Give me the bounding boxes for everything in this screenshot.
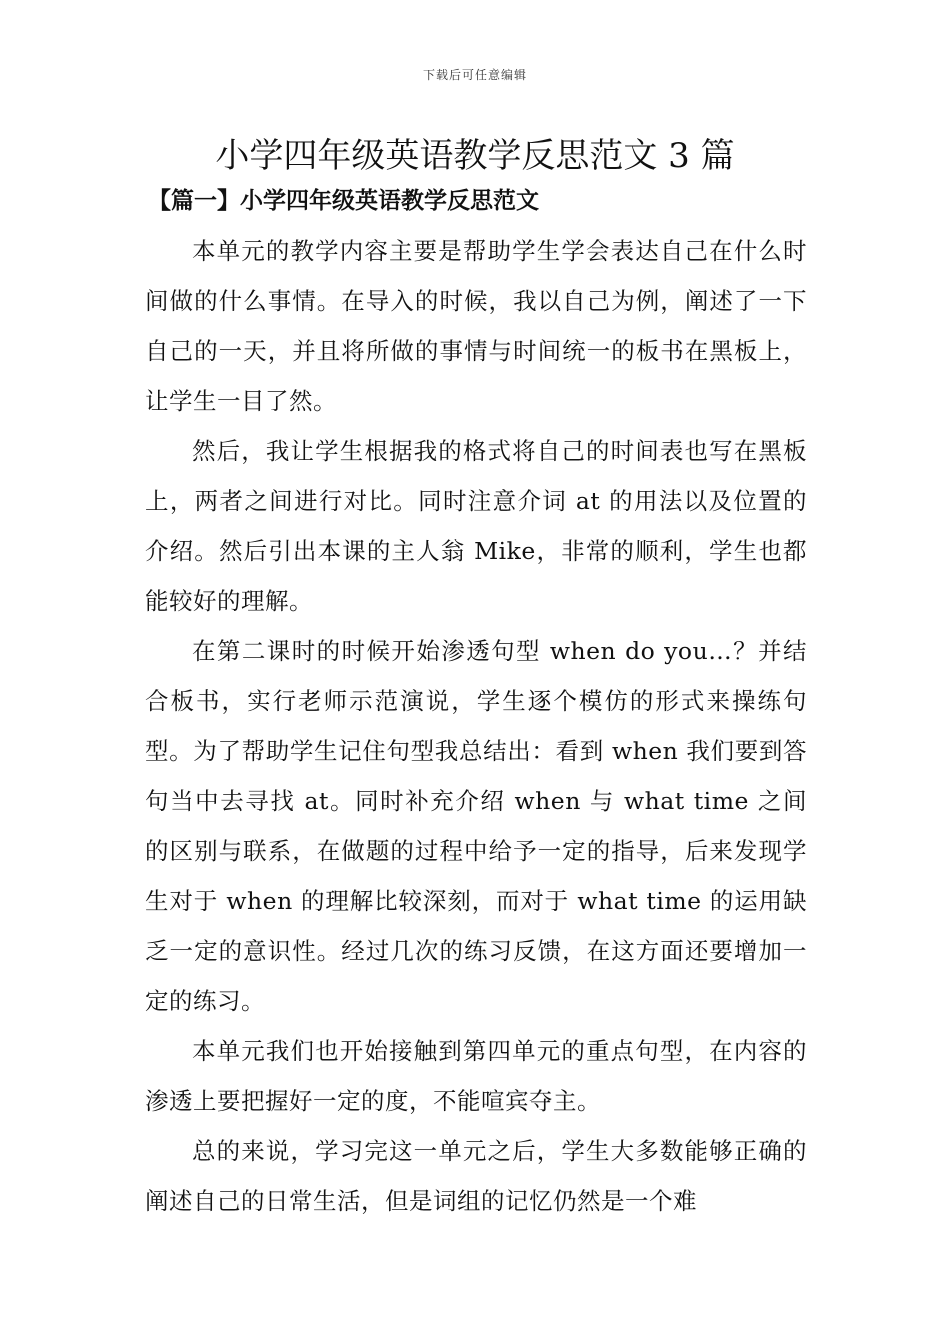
paragraph: 在第二课时的时候开始渗透句型 when do you…？并结合板书，实行老师示范演说，学生逐个模仿的形式来操练句型。为了帮助学生记住句型我总结出：看到 when 我们要到答句当中去寻找 at。同时补充介绍 when 与 what time 之间的区别与联系，在做题的过程中给予一定的指导，后来发现学生对于 when 的理解比较深刻，而对于 what time 的运用缺乏一定的意识性。经过几次的练习反馈，在这方面还要增加一定的练习。 [145, 637, 807, 1015]
document-title: 小学四年级英语教学反思范文 3 篇 [215, 136, 735, 176]
paragraph: 本单元的教学内容主要是帮助学生学会表达自己在什么时间做的什么事情。在导入的时候，我以自己为例，阐述了一下自己的一天，并且将所做的事情与时间统一的板书在黑板上，让学生一目了然。 [145, 237, 807, 415]
paragraph: 总的来说，学习完这一单元之后，学生大多数能够正确的阐述自己的日常生活，但是词组的记忆仍然是一个难 [145, 1137, 807, 1215]
body-text [145, 226, 807, 1226]
paragraph: 然后，我让学生根据我的格式将自己的时间表也写在黑板上，两者之间进行对比。同时注意介词 at 的用法以及位置的介绍。然后引出本课的主人翁 Mike，非常的顺利，学生也都能较好的理解。 [145, 437, 807, 615]
section-heading: 【篇一】小学四年级英语教学反思范文 [148, 187, 539, 214]
paragraph: 本单元我们也开始接触到第四单元的重点句型，在内容的渗透上要把握好一定的度，不能喧宾夺主。 [145, 1037, 807, 1115]
header-note: 下载后可任意编辑 [422, 68, 527, 82]
